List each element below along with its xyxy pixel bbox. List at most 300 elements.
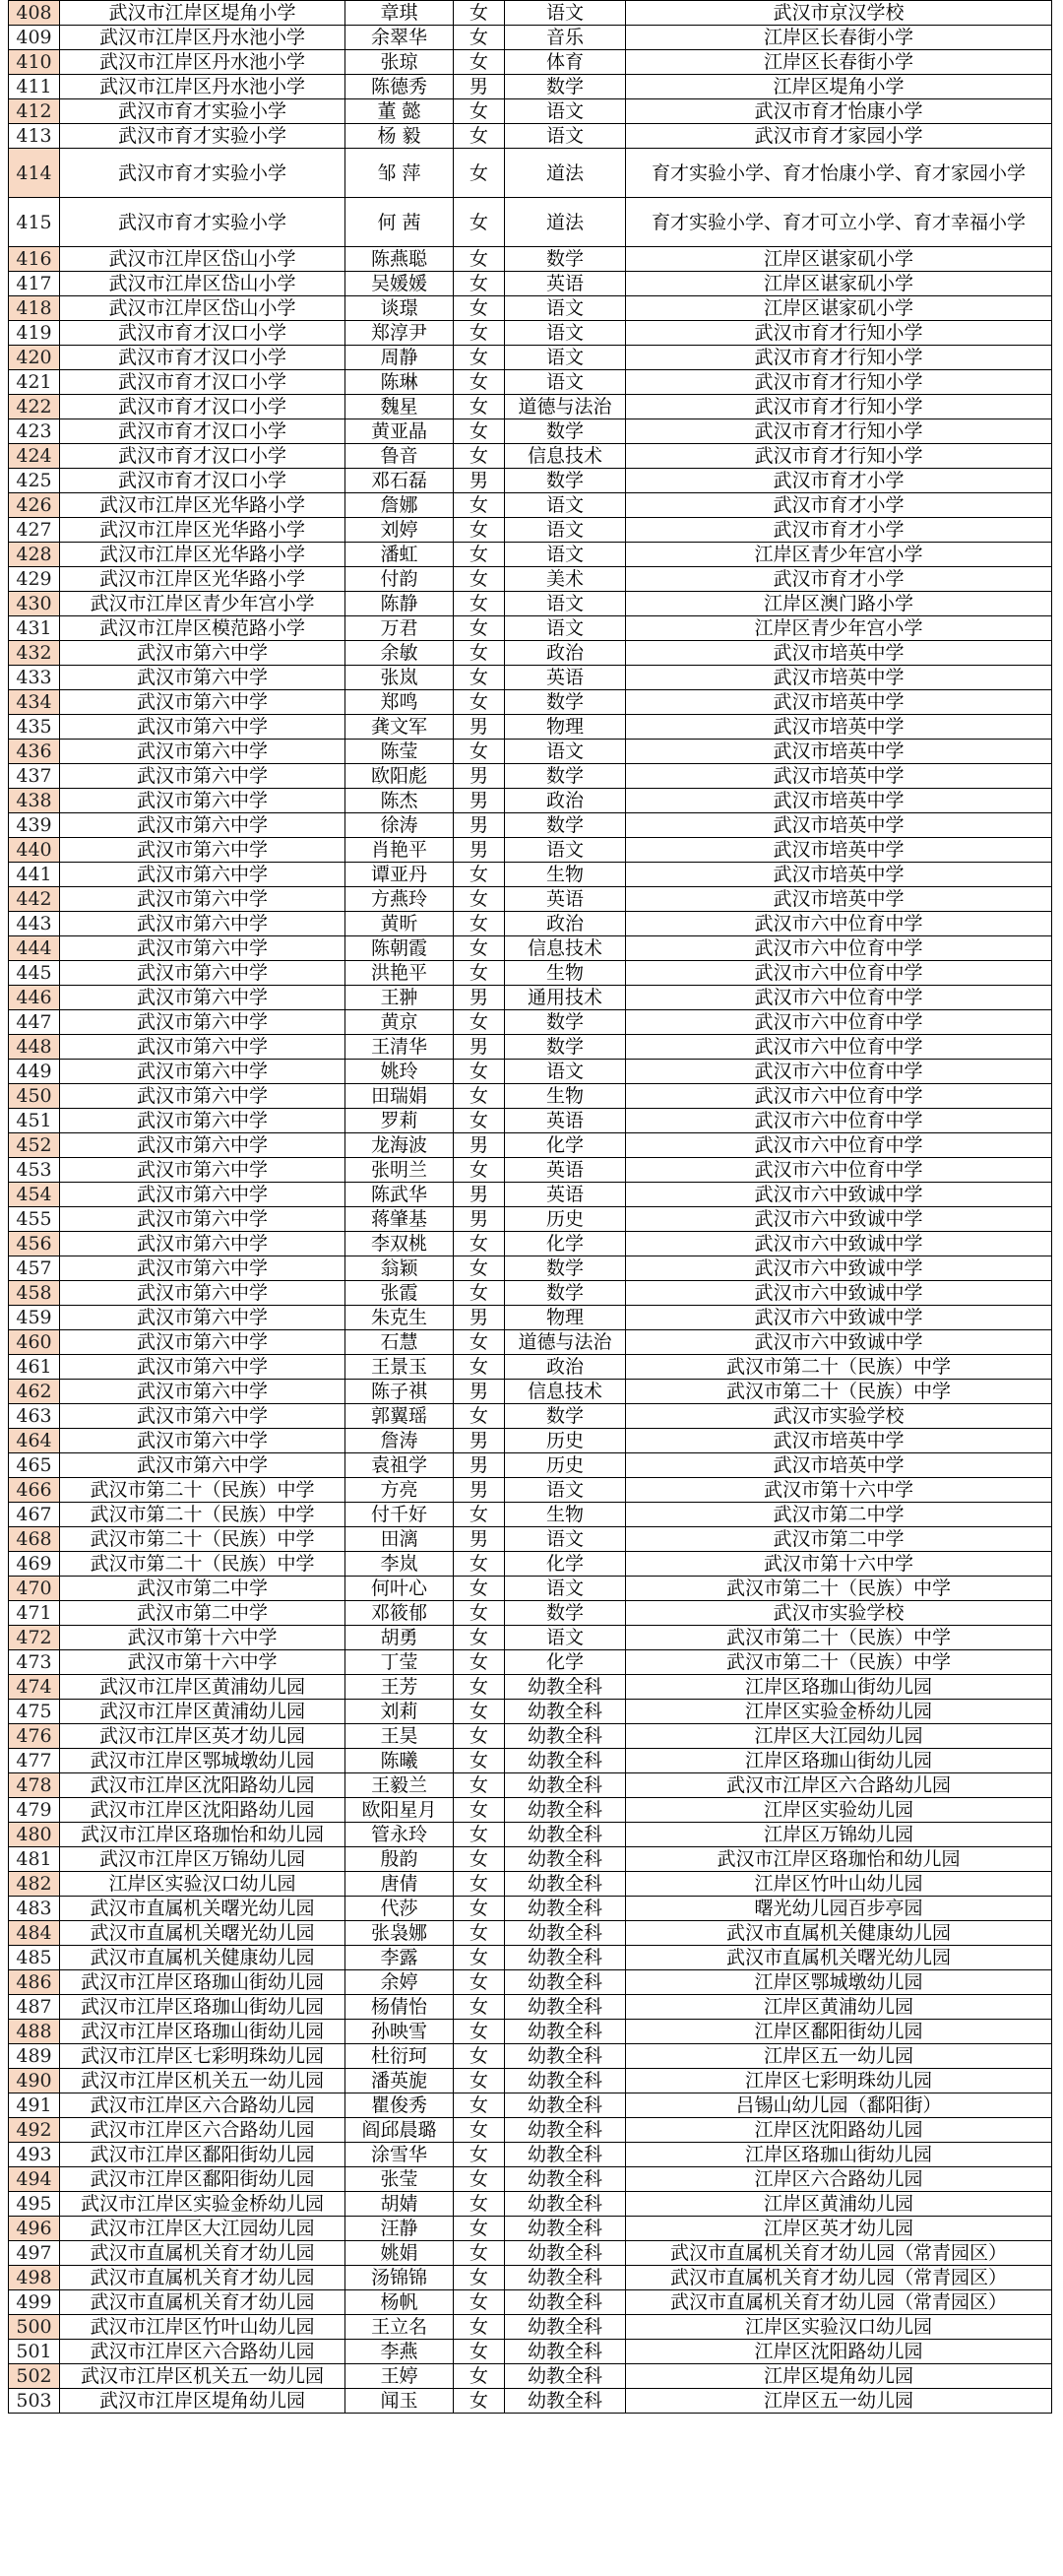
row-number: 455 — [9, 1207, 60, 1232]
subject: 语文 — [505, 1060, 626, 1084]
teacher-name: 王立名 — [345, 2315, 454, 2340]
original-school: 武汉市江岸区堤角小学 — [60, 1, 345, 26]
table-row — [9, 666, 1052, 690]
gender: 女 — [454, 26, 505, 50]
row-number: 423 — [9, 419, 60, 444]
gender: 女 — [454, 198, 505, 247]
gender: 女 — [454, 99, 505, 124]
gender: 女 — [454, 1232, 505, 1256]
gender: 女 — [454, 1552, 505, 1577]
original-school: 武汉市江岸区丹水池小学 — [60, 26, 345, 50]
destination-school: 江岸区堤角幼儿园 — [626, 2364, 1052, 2389]
original-school: 武汉市江岸区珞珈山街幼儿园 — [60, 2020, 345, 2044]
gender: 女 — [454, 2093, 505, 2118]
original-school: 武汉市江岸区堤角幼儿园 — [60, 2389, 345, 2414]
table-row — [9, 2217, 1052, 2241]
row-number: 472 — [9, 1626, 60, 1650]
original-school: 武汉市第六中学 — [60, 936, 345, 961]
subject: 幼教全科 — [505, 1823, 626, 1847]
teacher-name: 张琼 — [345, 50, 454, 75]
gender: 男 — [454, 1429, 505, 1453]
row-number: 494 — [9, 2167, 60, 2192]
original-school: 武汉市直属机关曙光幼儿园 — [60, 1897, 345, 1921]
row-number: 437 — [9, 764, 60, 789]
row-number: 435 — [9, 715, 60, 740]
subject: 幼教全科 — [505, 1872, 626, 1897]
row-number: 499 — [9, 2290, 60, 2315]
subject: 数学 — [505, 1256, 626, 1281]
original-school: 武汉市江岸区鄂城墩幼儿园 — [60, 1749, 345, 1773]
teacher-name: 杨 毅 — [345, 124, 454, 149]
subject: 语文 — [505, 1, 626, 26]
row-number: 503 — [9, 2389, 60, 2414]
destination-school: 武汉市实验学校 — [626, 1601, 1052, 1626]
row-number: 421 — [9, 370, 60, 395]
subject: 政治 — [505, 912, 626, 936]
row-number: 466 — [9, 1478, 60, 1503]
destination-school: 武汉市育才行知小学 — [626, 370, 1052, 395]
destination-school: 武汉市直属机关育才幼儿园（常青园区） — [626, 2266, 1052, 2290]
original-school: 武汉市第十六中学 — [60, 1626, 345, 1650]
subject: 幼教全科 — [505, 1921, 626, 1946]
row-number: 459 — [9, 1306, 60, 1330]
gender: 女 — [454, 1503, 505, 1527]
subject: 历史 — [505, 1429, 626, 1453]
row-number: 408 — [9, 1, 60, 26]
table-row — [9, 518, 1052, 543]
row-number: 465 — [9, 1453, 60, 1478]
table-row — [9, 887, 1052, 912]
table-row — [9, 838, 1052, 863]
table-row — [9, 419, 1052, 444]
teacher-name: 邓筱郁 — [345, 1601, 454, 1626]
original-school: 武汉市第二十（民族）中学 — [60, 1527, 345, 1552]
teacher-name: 汪静 — [345, 2217, 454, 2241]
teacher-name: 代莎 — [345, 1897, 454, 1921]
gender: 女 — [454, 2217, 505, 2241]
table-row — [9, 296, 1052, 321]
gender: 女 — [454, 346, 505, 370]
destination-school: 武汉市育才行知小学 — [626, 321, 1052, 346]
row-number: 456 — [9, 1232, 60, 1256]
gender: 女 — [454, 740, 505, 764]
table-row — [9, 26, 1052, 50]
gender: 男 — [454, 986, 505, 1010]
subject: 语文 — [505, 838, 626, 863]
row-number: 446 — [9, 986, 60, 1010]
table-row — [9, 247, 1052, 272]
table-row — [9, 2044, 1052, 2069]
subject: 生物 — [505, 1503, 626, 1527]
destination-school: 江岸区珞珈山街幼儿园 — [626, 2143, 1052, 2167]
gender: 男 — [454, 838, 505, 863]
original-school: 武汉市江岸区实验金桥幼儿园 — [60, 2192, 345, 2217]
gender: 女 — [454, 518, 505, 543]
teacher-name: 邓石磊 — [345, 469, 454, 493]
table-row — [9, 1995, 1052, 2020]
table-row — [9, 1478, 1052, 1503]
row-number: 470 — [9, 1577, 60, 1601]
subject: 语文 — [505, 370, 626, 395]
table-row — [9, 1183, 1052, 1207]
row-number: 478 — [9, 1773, 60, 1798]
table-row — [9, 1823, 1052, 1847]
original-school: 武汉市江岸区大江园幼儿园 — [60, 2217, 345, 2241]
original-school: 武汉市直属机关曙光幼儿园 — [60, 1921, 345, 1946]
teacher-name: 龚文军 — [345, 715, 454, 740]
row-number: 484 — [9, 1921, 60, 1946]
subject: 信息技术 — [505, 1380, 626, 1404]
original-school: 武汉市育才汉口小学 — [60, 444, 345, 469]
table-row — [9, 1847, 1052, 1872]
gender: 女 — [454, 247, 505, 272]
row-number: 430 — [9, 592, 60, 616]
gender: 女 — [454, 1256, 505, 1281]
table-body — [9, 1, 1052, 2414]
original-school: 武汉市第六中学 — [60, 813, 345, 838]
table-row — [9, 1084, 1052, 1109]
row-number: 477 — [9, 1749, 60, 1773]
row-number: 496 — [9, 2217, 60, 2241]
destination-school: 武汉市第二中学 — [626, 1527, 1052, 1552]
subject: 语文 — [505, 346, 626, 370]
teacher-name: 潘虹 — [345, 543, 454, 567]
gender: 女 — [454, 2290, 505, 2315]
subject: 幼教全科 — [505, 2167, 626, 2192]
table-row — [9, 1453, 1052, 1478]
original-school: 武汉市江岸区竹叶山幼儿园 — [60, 2315, 345, 2340]
original-school: 武汉市江岸区模范路小学 — [60, 616, 345, 641]
gender: 女 — [454, 1700, 505, 1724]
original-school: 武汉市江岸区万锦幼儿园 — [60, 1847, 345, 1872]
destination-school: 武汉市育才小学 — [626, 469, 1052, 493]
subject: 幼教全科 — [505, 1773, 626, 1798]
teacher-name: 吴媛媛 — [345, 272, 454, 296]
row-number: 493 — [9, 2143, 60, 2167]
table-row — [9, 370, 1052, 395]
row-number: 462 — [9, 1380, 60, 1404]
row-number: 436 — [9, 740, 60, 764]
destination-school: 江岸区谌家矶小学 — [626, 272, 1052, 296]
original-school: 武汉市第六中学 — [60, 986, 345, 1010]
table-row — [9, 1010, 1052, 1035]
teacher-name: 管永玲 — [345, 1823, 454, 1847]
row-number: 451 — [9, 1109, 60, 1133]
row-number: 486 — [9, 1970, 60, 1995]
original-school: 武汉市育才汉口小学 — [60, 395, 345, 419]
gender: 男 — [454, 715, 505, 740]
row-number: 482 — [9, 1872, 60, 1897]
table-row — [9, 2340, 1052, 2364]
gender: 女 — [454, 666, 505, 690]
destination-school: 江岸区实验幼儿园 — [626, 1798, 1052, 1823]
table-row — [9, 1306, 1052, 1330]
table-row — [9, 1749, 1052, 1773]
teacher-name: 李燕 — [345, 2340, 454, 2364]
gender: 女 — [454, 395, 505, 419]
subject: 化学 — [505, 1650, 626, 1675]
original-school: 武汉市育才汉口小学 — [60, 321, 345, 346]
subject: 语文 — [505, 1626, 626, 1650]
table-row — [9, 1281, 1052, 1306]
destination-school: 武汉市育才家园小学 — [626, 124, 1052, 149]
destination-school: 江岸区青少年宫小学 — [626, 543, 1052, 567]
table-row — [9, 961, 1052, 986]
teacher-name: 唐倩 — [345, 1872, 454, 1897]
table-row — [9, 1404, 1052, 1429]
gender: 女 — [454, 1749, 505, 1773]
destination-school: 江岸区长春街小学 — [626, 50, 1052, 75]
original-school: 武汉市江岸区青少年宫小学 — [60, 592, 345, 616]
table-row — [9, 99, 1052, 124]
subject: 音乐 — [505, 26, 626, 50]
destination-school: 江岸区五一幼儿园 — [626, 2044, 1052, 2069]
subject: 英语 — [505, 666, 626, 690]
subject: 语文 — [505, 493, 626, 518]
gender: 女 — [454, 1872, 505, 1897]
destination-school: 武汉市第十六中学 — [626, 1552, 1052, 1577]
teacher-name: 潘英旎 — [345, 2069, 454, 2093]
original-school: 武汉市直属机关健康幼儿园 — [60, 1946, 345, 1970]
teacher-name: 罗莉 — [345, 1109, 454, 1133]
original-school: 武汉市第六中学 — [60, 961, 345, 986]
subject: 政治 — [505, 641, 626, 666]
row-number: 447 — [9, 1010, 60, 1035]
gender: 女 — [454, 2241, 505, 2266]
row-number: 432 — [9, 641, 60, 666]
subject: 数学 — [505, 469, 626, 493]
destination-school: 武汉市培英中学 — [626, 789, 1052, 813]
row-number: 444 — [9, 936, 60, 961]
gender: 女 — [454, 444, 505, 469]
row-number: 474 — [9, 1675, 60, 1700]
table-row — [9, 1429, 1052, 1453]
subject: 数学 — [505, 690, 626, 715]
teacher-name: 詹涛 — [345, 1429, 454, 1453]
subject: 生物 — [505, 961, 626, 986]
subject: 幼教全科 — [505, 2389, 626, 2414]
subject: 化学 — [505, 1232, 626, 1256]
teacher-name: 丁莹 — [345, 1650, 454, 1675]
original-school: 武汉市第二十（民族）中学 — [60, 1478, 345, 1503]
row-number: 464 — [9, 1429, 60, 1453]
destination-school: 武汉市育才怡康小学 — [626, 99, 1052, 124]
row-number: 457 — [9, 1256, 60, 1281]
subject: 语文 — [505, 543, 626, 567]
original-school: 武汉市育才汉口小学 — [60, 469, 345, 493]
teacher-name: 翁颖 — [345, 1256, 454, 1281]
subject: 美术 — [505, 567, 626, 592]
destination-school: 武汉市六中位育中学 — [626, 1060, 1052, 1084]
gender: 男 — [454, 1133, 505, 1158]
original-school: 武汉市江岸区沈阳路幼儿园 — [60, 1773, 345, 1798]
row-number: 487 — [9, 1995, 60, 2020]
table-row — [9, 1527, 1052, 1552]
subject: 语文 — [505, 99, 626, 124]
teacher-name: 陈燕聪 — [345, 247, 454, 272]
table-row — [9, 2143, 1052, 2167]
teacher-name: 杨帆 — [345, 2290, 454, 2315]
table-row — [9, 1109, 1052, 1133]
original-school: 武汉市江岸区岱山小学 — [60, 247, 345, 272]
row-number: 445 — [9, 961, 60, 986]
row-number: 443 — [9, 912, 60, 936]
destination-school: 武汉市育才小学 — [626, 518, 1052, 543]
row-number: 420 — [9, 346, 60, 370]
destination-school: 武汉市培英中学 — [626, 887, 1052, 912]
destination-school: 武汉市培英中学 — [626, 1429, 1052, 1453]
destination-school: 武汉市培英中学 — [626, 715, 1052, 740]
destination-school: 武汉市江岸区珞珈怡和幼儿园 — [626, 1847, 1052, 1872]
teacher-name: 陈莹 — [345, 740, 454, 764]
subject: 语文 — [505, 616, 626, 641]
destination-school: 武汉市六中位育中学 — [626, 1010, 1052, 1035]
table-row — [9, 740, 1052, 764]
subject: 语文 — [505, 592, 626, 616]
teacher-name: 周静 — [345, 346, 454, 370]
row-number: 450 — [9, 1084, 60, 1109]
destination-school: 武汉市六中位育中学 — [626, 936, 1052, 961]
row-number: 491 — [9, 2093, 60, 2118]
original-school: 武汉市江岸区岱山小学 — [60, 272, 345, 296]
table-row — [9, 1503, 1052, 1527]
original-school: 武汉市江岸区鄱阳街幼儿园 — [60, 2143, 345, 2167]
destination-school: 武汉市育才小学 — [626, 567, 1052, 592]
row-number: 497 — [9, 2241, 60, 2266]
teacher-name: 闻玉 — [345, 2389, 454, 2414]
table-row — [9, 543, 1052, 567]
teacher-name: 陈朝霞 — [345, 936, 454, 961]
subject: 数学 — [505, 1601, 626, 1626]
table-row — [9, 1232, 1052, 1256]
subject: 信息技术 — [505, 936, 626, 961]
gender: 女 — [454, 887, 505, 912]
table-row — [9, 1256, 1052, 1281]
subject: 幼教全科 — [505, 1970, 626, 1995]
table-row — [9, 986, 1052, 1010]
table-row — [9, 764, 1052, 789]
gender: 女 — [454, 1281, 505, 1306]
teacher-name: 章琪 — [345, 1, 454, 26]
gender: 男 — [454, 1207, 505, 1232]
teacher-name: 王毅兰 — [345, 1773, 454, 1798]
subject: 语文 — [505, 1577, 626, 1601]
teacher-name: 魏星 — [345, 395, 454, 419]
subject: 英语 — [505, 272, 626, 296]
teacher-name: 胡婧 — [345, 2192, 454, 2217]
teacher-name: 欧阳彪 — [345, 764, 454, 789]
teacher-name: 李岚 — [345, 1552, 454, 1577]
destination-school: 武汉市第二中学 — [626, 1503, 1052, 1527]
original-school: 武汉市江岸区丹水池小学 — [60, 75, 345, 99]
original-school: 武汉市第六中学 — [60, 764, 345, 789]
gender: 女 — [454, 2118, 505, 2143]
teacher-name: 龙海波 — [345, 1133, 454, 1158]
original-school: 武汉市育才汉口小学 — [60, 370, 345, 395]
table-row — [9, 1773, 1052, 1798]
subject: 物理 — [505, 1306, 626, 1330]
original-school: 武汉市江岸区黄浦幼儿园 — [60, 1675, 345, 1700]
gender: 女 — [454, 1823, 505, 1847]
gender: 男 — [454, 1380, 505, 1404]
original-school: 武汉市第六中学 — [60, 1355, 345, 1380]
destination-school: 育才实验小学、育才可立小学、育才幸福小学 — [626, 198, 1052, 247]
teacher-name: 方燕玲 — [345, 887, 454, 912]
row-number: 463 — [9, 1404, 60, 1429]
subject: 道法 — [505, 149, 626, 198]
destination-school: 江岸区沈阳路幼儿园 — [626, 2340, 1052, 2364]
teacher-name: 孙映雪 — [345, 2020, 454, 2044]
gender: 女 — [454, 2315, 505, 2340]
destination-school: 武汉市六中位育中学 — [626, 1158, 1052, 1183]
original-school: 武汉市第六中学 — [60, 740, 345, 764]
destination-school: 武汉市培英中学 — [626, 666, 1052, 690]
original-school: 武汉市第六中学 — [60, 1404, 345, 1429]
table-row — [9, 321, 1052, 346]
gender: 女 — [454, 1330, 505, 1355]
teacher-name: 谭亚丹 — [345, 863, 454, 887]
original-school: 武汉市第六中学 — [60, 1232, 345, 1256]
destination-school: 武汉市直属机关曙光幼儿园 — [626, 1946, 1052, 1970]
table-row — [9, 616, 1052, 641]
subject: 幼教全科 — [505, 2143, 626, 2167]
destination-school: 武汉市育才行知小学 — [626, 444, 1052, 469]
gender: 女 — [454, 296, 505, 321]
teacher-name: 朱克生 — [345, 1306, 454, 1330]
destination-school: 武汉市六中致诚中学 — [626, 1306, 1052, 1330]
table-row — [9, 493, 1052, 518]
gender: 女 — [454, 50, 505, 75]
original-school: 武汉市第六中学 — [60, 1256, 345, 1281]
gender: 男 — [454, 1183, 505, 1207]
teacher-name: 姚玲 — [345, 1060, 454, 1084]
table-row — [9, 912, 1052, 936]
gender: 女 — [454, 543, 505, 567]
table-row — [9, 1650, 1052, 1675]
table-row — [9, 1380, 1052, 1404]
row-number: 471 — [9, 1601, 60, 1626]
subject: 体育 — [505, 50, 626, 75]
original-school: 武汉市第十六中学 — [60, 1650, 345, 1675]
gender: 女 — [454, 592, 505, 616]
subject: 幼教全科 — [505, 1749, 626, 1773]
original-school: 武汉市第六中学 — [60, 838, 345, 863]
row-number: 483 — [9, 1897, 60, 1921]
row-number: 439 — [9, 813, 60, 838]
table-row — [9, 1577, 1052, 1601]
gender: 女 — [454, 690, 505, 715]
destination-school: 武汉市培英中学 — [626, 863, 1052, 887]
destination-school: 江岸区沈阳路幼儿园 — [626, 2118, 1052, 2143]
gender: 女 — [454, 1109, 505, 1133]
row-number: 428 — [9, 543, 60, 567]
destination-school: 武汉市六中位育中学 — [626, 986, 1052, 1010]
original-school: 武汉市第二中学 — [60, 1577, 345, 1601]
original-school: 武汉市江岸区机关五一幼儿园 — [60, 2069, 345, 2093]
original-school: 武汉市第六中学 — [60, 1084, 345, 1109]
teacher-name: 肖艳平 — [345, 838, 454, 863]
gender: 男 — [454, 813, 505, 838]
subject: 数学 — [505, 1010, 626, 1035]
teacher-name: 洪艳平 — [345, 961, 454, 986]
row-number: 419 — [9, 321, 60, 346]
original-school: 武汉市育才实验小学 — [60, 149, 345, 198]
subject: 幼教全科 — [505, 2290, 626, 2315]
gender: 女 — [454, 370, 505, 395]
original-school: 武汉市第六中学 — [60, 715, 345, 740]
gender: 女 — [454, 1946, 505, 1970]
gender: 女 — [454, 912, 505, 936]
